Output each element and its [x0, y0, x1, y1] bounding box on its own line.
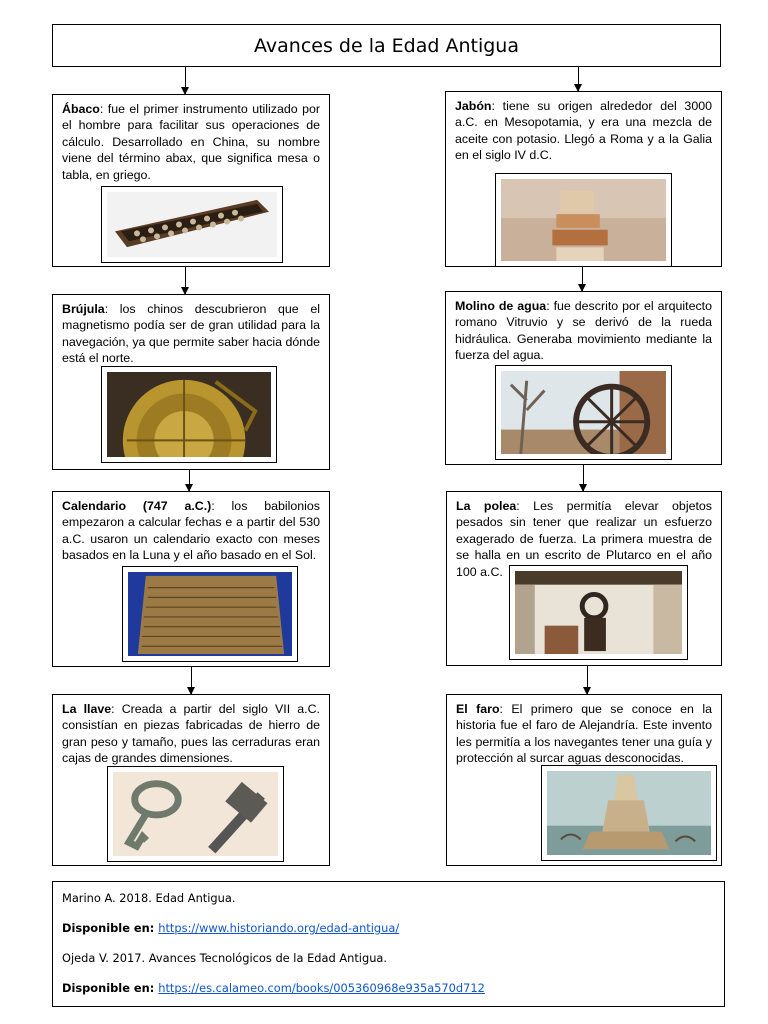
link-calameo[interactable]: https://es.calameo.com/books/005360968e935a570d712	[158, 981, 485, 995]
card-text: : los chinos descubrieron que el magnetismo podía ser de gran utilidad para la navegación, ya que permite saber hacia dónde está el norte.	[62, 302, 320, 366]
card-text: : tiene su origen alrededor del 3000 a.C. en Mesopotamia, y era una mezcla de aceite con potasio. Llegó a Roma y a la Galia en el siglo IV d.C.	[455, 99, 712, 163]
water-wheel-image	[495, 365, 672, 460]
card-text: : Les permitía elevar objetos pesados sin tener que realizar un esfuerzo exagerado de fuerza. La primera muestra de se halla en un escrito de Plutarco en el año 100 a.C.	[456, 499, 712, 579]
arrow-title-left	[185, 67, 186, 94]
arrow-left-2	[189, 470, 190, 491]
lighthouse-image	[541, 765, 717, 861]
reference-1	[62, 890, 715, 906]
arrow-right-2	[583, 465, 584, 491]
arrow-right-1	[582, 267, 583, 291]
card-text: : El primero que se conoce en la historia fue el faro de Alejandría. Este invento les permitía a los navegantes tener una guía y protección al surcar aguas desconocidas.	[456, 702, 712, 766]
reference-1-link-line	[62, 920, 715, 936]
compass-image	[101, 366, 277, 463]
reference-2-text: Ojeda V. 2017. Avances Tecnológicos de la Edad Antigua.	[62, 951, 388, 965]
card-text: : fue el primer instrumento utilizado por el hombre para facilitar sus operaciones de cálculo. Desarrollado en China, su nombre viene del término abax, que significa mesa o tabla, en griego.	[62, 102, 320, 182]
available-label: Disponible en:	[62, 921, 159, 935]
arrow-left-3	[191, 667, 192, 694]
page-title: Avances de la Edad Antigua	[254, 34, 519, 57]
card-term: La llave	[62, 702, 112, 716]
soap-bars-image	[495, 173, 672, 267]
card-term: El faro	[456, 702, 500, 716]
card-text: : los babilonios empezaron a calcular fechas e a partir del 530 a.C. usaron un calendario exacto con meses basados en la Luna y el año basado en el Sol.	[62, 499, 320, 563]
card-term: La polea	[456, 499, 517, 513]
card-text: : fue descrito por el arquitecto romano Vitruvio y se derivó de la rueda hidráulica. Generaba movimiento mediante la fuerza del agua.	[455, 299, 712, 363]
clay-tablet-image	[122, 566, 298, 662]
card-term: Molino de agua	[455, 299, 547, 313]
card-term: Ábaco	[62, 102, 100, 116]
title-box	[52, 24, 721, 67]
pulley-image	[509, 565, 688, 660]
card-term: Calendario (747 a.C.)	[62, 499, 212, 513]
card-text: : Creada a partir del siglo VII a.C. consistían en piezas fabricadas de hierro de gran peso y tamaño, pues las cerraduras eran cajas de grandes dimensiones.	[62, 702, 320, 766]
ancient-keys-image	[107, 766, 284, 862]
arrow-right-3	[587, 666, 588, 694]
references-box	[52, 881, 725, 1007]
reference-2-link-line	[62, 980, 715, 996]
arrow-title-right	[578, 67, 579, 91]
arrow-left-1	[185, 267, 186, 294]
card-term: Brújula	[62, 302, 105, 316]
card-term: Jabón	[455, 99, 492, 113]
abacus-image	[101, 186, 283, 263]
link-historiando[interactable]: https://www.historiando.org/edad-antigua/	[158, 921, 400, 935]
reference-2	[62, 950, 715, 966]
reference-1-text: Marino A. 2018. Edad Antigua.	[62, 891, 236, 905]
available-label: Disponible en:	[62, 981, 159, 995]
